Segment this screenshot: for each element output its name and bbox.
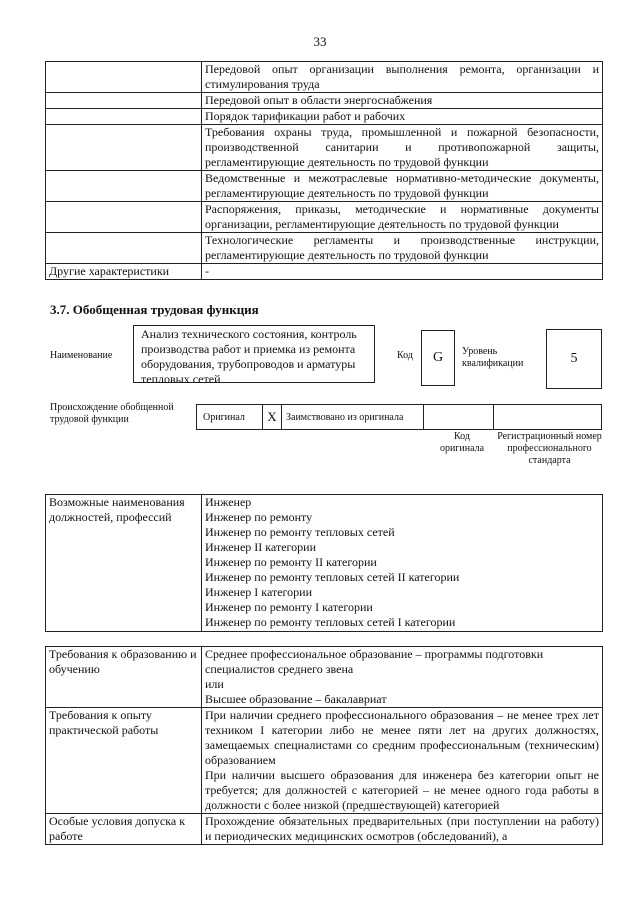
list-item: Инженер по ремонту тепловых сетей I категории: [205, 615, 456, 629]
row-text: Требования охраны труда, промышленной и пожарной безопасности, производственной санитарии и противопожарной защиты, регламентирующие деятельность по трудовой функции: [202, 125, 603, 171]
education-label: Требования к образованию и обучению: [46, 647, 202, 708]
origin-label-text: Происхождение обобщенной трудовой функции: [50, 402, 174, 425]
row-label: [46, 125, 202, 171]
admission-label: Особые условия допуска к работе: [46, 814, 202, 845]
table-row: [46, 125, 603, 171]
list-item: или: [205, 677, 224, 691]
positions-table: [45, 494, 603, 632]
row-label: [46, 62, 202, 93]
qualification-level-box: 5: [546, 329, 602, 389]
list-item: Инженер I категории: [205, 585, 312, 599]
reg-number-caption: Регистрационный номер профессионального стандарта: [497, 431, 602, 466]
list-item: При наличии высшего образования для инженера без категории опыт не требуется; для должностей с категорией – не менее одного года работы в должности с более низкой (предшествующей) категорией: [205, 768, 599, 812]
list-item: Инженер по ремонту тепловых сетей II категории: [205, 570, 460, 584]
row-label: [46, 171, 202, 202]
table-row: [46, 109, 603, 125]
row-label: [46, 93, 202, 109]
row-label: Другие характеристики: [46, 264, 202, 280]
origin-code-cell: [424, 405, 494, 429]
row-text: Порядок тарификации работ и рабочих: [202, 109, 603, 125]
qualification-level-label-text: Уровень квалификации: [462, 346, 524, 369]
code-value-box: G: [421, 330, 455, 386]
borrowed-label: Заимствовано из оригинала: [282, 405, 424, 429]
row-label: [46, 202, 202, 233]
origin-code-caption: Код оригинала: [439, 431, 485, 454]
education-cell: [202, 647, 603, 708]
table-row: [46, 93, 603, 109]
list-item: Инженер II категории: [205, 540, 316, 554]
positions-list: [202, 495, 603, 632]
row-text: Технологические регламенты и производственные инструкции, регламентирующие деятельность по трудовой функции: [202, 233, 603, 264]
original-mark: X: [263, 405, 282, 429]
requirements-table: [45, 646, 603, 845]
list-item: Инженер по ремонту I категории: [205, 600, 373, 614]
name-label: Наименование: [50, 350, 113, 361]
table-row: [46, 62, 603, 93]
row-text: -: [202, 264, 603, 280]
row-text: Передовой опыт в области энергоснабжения: [202, 93, 603, 109]
table-row: [46, 264, 603, 280]
table-row: [46, 233, 603, 264]
list-item: Высшее образование – бакалавриат: [205, 692, 387, 706]
table-row: [46, 171, 603, 202]
function-name-box: Анализ технического состояния, контроль производства работ и приемка из ремонта оборудования, трубопроводов и арматуры тепловых сетей: [133, 325, 375, 383]
table-row: [46, 495, 603, 632]
list-item: Инженер по ремонту: [205, 510, 313, 524]
row-text: Передовой опыт организации выполнения ремонта, организации и стимулирования труда: [202, 62, 603, 93]
origin-label: [50, 402, 190, 426]
experience-cell: [202, 708, 603, 814]
list-item: Среднее профессиональное образование – программы подготовки специалистов среднего звена: [205, 647, 544, 676]
table-row: [46, 814, 603, 845]
admission-text: Прохождение обязательных предварительных (при поступлении на работу) и периодических медицинских осмотров (обследований), а: [202, 814, 603, 845]
row-text: Распоряжения, приказы, методические и нормативные документы организации, регламентирующие деятельность по трудовой функции: [202, 202, 603, 233]
reg-number-cell: [494, 405, 601, 429]
original-label: Оригинал: [197, 405, 263, 429]
origin-row: [196, 404, 602, 430]
list-item: Инженер по ремонту II категории: [205, 555, 377, 569]
list-item: Инженер: [205, 495, 252, 509]
experience-label: Требования к опыту практической работы: [46, 708, 202, 814]
positions-label: Возможные наименования должностей, профессий: [46, 495, 202, 632]
table-row: [46, 202, 603, 233]
list-item: Инженер по ремонту тепловых сетей: [205, 525, 395, 539]
row-text: Ведомственные и межотраслевые нормативно-методические документы, регламентирующие деятельность по трудовой функции: [202, 171, 603, 202]
section-heading: 3.7. Обобщенная трудовая функция: [50, 302, 259, 317]
table-row: [46, 708, 603, 814]
row-label: [46, 109, 202, 125]
knowledge-table: [45, 61, 603, 280]
list-item: При наличии среднего профессионального образования – не менее трех лет техником I категории либо не менее пяти лет на других должностях, замещаемых специалистами со средним профессиональным (техническим) образованием: [205, 708, 599, 767]
qualification-level-label: [462, 346, 542, 370]
table-row: [46, 647, 603, 708]
page-number: 33: [313, 34, 327, 49]
row-label: [46, 233, 202, 264]
code-label: Код: [397, 350, 413, 361]
